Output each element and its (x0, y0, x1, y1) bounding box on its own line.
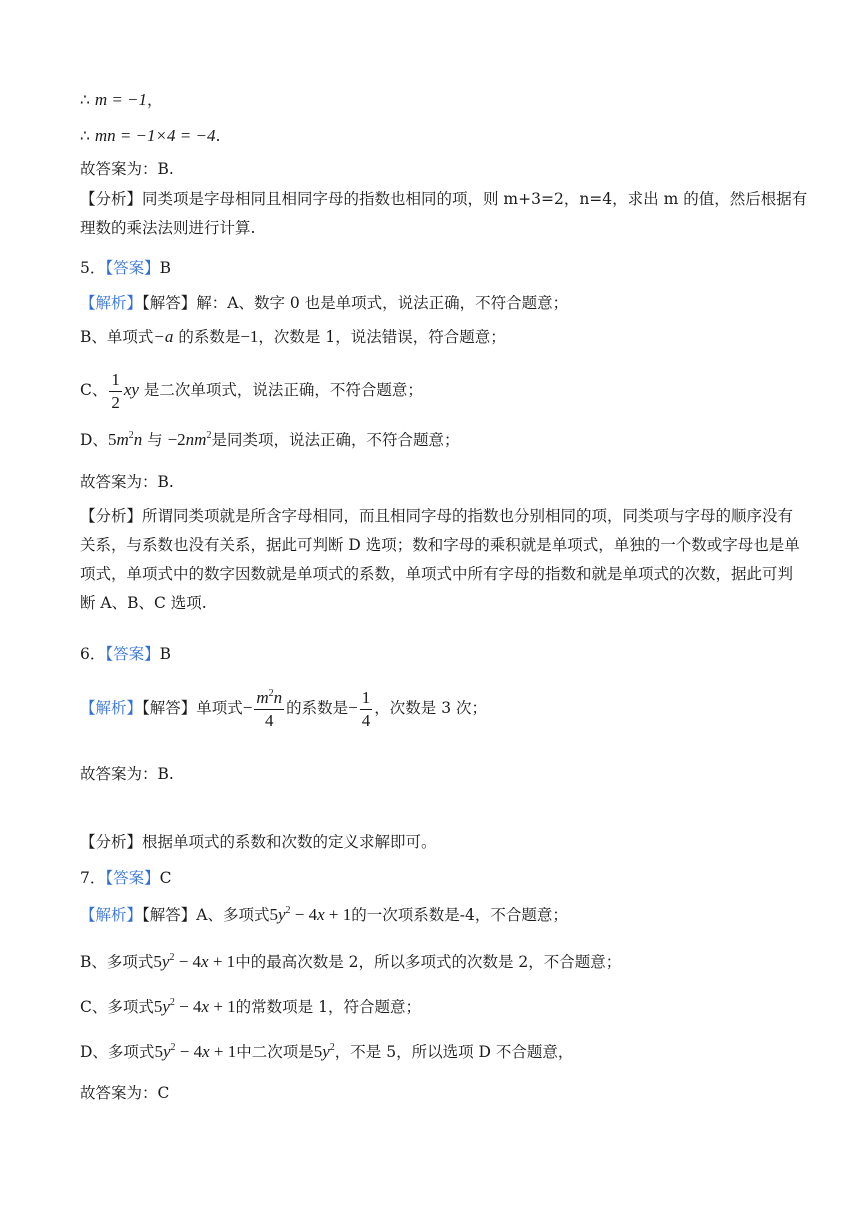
denominator: 2 (111, 392, 120, 412)
punctuation: . (215, 127, 221, 145)
math-expression: xy (123, 380, 139, 399)
math-expression: $5m^2n$ (107, 430, 143, 449)
q7-solution-b (80, 952, 808, 972)
text: 是二次单项式，说法正确，不符合题意； (138, 381, 423, 399)
text: C、 (80, 381, 108, 399)
fraction (109, 369, 122, 414)
answer-value: B (159, 259, 172, 277)
polynomial: $5y^2 - 4x + 1$ (153, 997, 236, 1016)
text: B、多项式 (80, 953, 154, 971)
text: D、 (80, 431, 108, 449)
q5-solution-b (80, 327, 808, 347)
text: 与 (142, 431, 168, 449)
fraction (254, 687, 284, 732)
question-number: 5． (80, 259, 106, 277)
q5-analysis-paragraph: 【分析】所谓同类项就是所含字母相同，而且相同字母的指数也分别相同的项，同类项与字母的顺序没有关系，与系数也没有关系，据此可判断 D 选项；数和字母的乘积就是单项式，单独的一个数或字母也是单项式，单项式中的数字因数就是单项式的系数，单项式中所有字母的指数和就是单项式的次数，据此可判断 A、B、C 选项. (80, 507, 800, 612)
solution-tag: 【解析】 (80, 906, 143, 924)
math-expression: m = −1 (94, 90, 148, 109)
answer-tag: 【答案】 (105, 645, 160, 663)
question-number: 6． (80, 645, 106, 663)
text: 中的最高次数是 2，所以多项式的次数是 2，不合题意； (235, 953, 622, 971)
q5-solution-d (80, 430, 808, 450)
text: D、多项式 (80, 1043, 155, 1061)
text: 【解答】单项式 (142, 699, 243, 717)
math-expression: −a (153, 327, 174, 346)
q7-solution-d (80, 1042, 808, 1062)
text: B、单项式 (80, 328, 154, 346)
question-number: 7． (80, 869, 106, 887)
q5-answer-line: 故答案为：B. (80, 473, 174, 491)
answer-tag: 【答案】 (105, 869, 160, 887)
q5-solution-c (80, 368, 808, 414)
minus-sign: − (242, 698, 253, 717)
numerator: 1 (111, 369, 120, 389)
answer-line: 故答案为：B. (80, 160, 174, 178)
math-expression: $5y^2$ (313, 1042, 335, 1061)
analysis-paragraph: 【分析】同类项是字母相同且相同字母的指数也相同的项，则 m+3=2，n=4，求出 m 的值，然后根据有理数的乘法法则进行计算. (80, 190, 808, 237)
text: ，次数是 1，说法错误，符合题意； (258, 328, 506, 346)
math-expression: −1 (240, 327, 259, 346)
q5-solution-a (80, 293, 808, 313)
answer-value: B (159, 645, 172, 663)
text: C、多项式 (80, 998, 154, 1016)
fraction (360, 687, 373, 732)
text: 的系数是 (286, 699, 349, 717)
q7-solution-a (80, 905, 808, 925)
solution-text: 【解答】解：A、数字 0 也是单项式，说法正确，不符合题意； (142, 294, 569, 312)
q7-answer-heading (80, 868, 808, 888)
solution-tag: 【解析】 (80, 699, 143, 717)
line-m-value (80, 90, 808, 110)
polynomial: $5y^2 - 4x + 1$ (154, 1042, 237, 1061)
polynomial: $5y^2 - 4x + 1$ (153, 952, 236, 971)
math-expression: mn = −1×4 = −4 (94, 126, 216, 145)
answer-tag: 【答案】 (105, 259, 160, 277)
denominator: 4 (361, 710, 371, 730)
text: ，不是 5，所以选项 D 不合题意， (334, 1043, 574, 1061)
q7-solution-c (80, 997, 808, 1017)
q6-answer-heading (80, 644, 808, 664)
q6-analysis: 【分析】根据单项式的系数和次数的定义求解即可。 (80, 833, 437, 851)
punctuation: ， (147, 91, 163, 109)
q5-answer-heading (80, 258, 808, 278)
text: 是同类项，说法正确，不符合题意； (211, 431, 460, 449)
polynomial: $5y^2 - 4x + 1$ (269, 905, 352, 924)
minus-sign: − (348, 698, 358, 717)
text: 中二次项是 (236, 1043, 314, 1061)
answer-value: C (159, 869, 172, 887)
q7-answer-line: 故答案为：C (80, 1084, 170, 1102)
therefore-symbol: ∴ (80, 127, 90, 145)
math-expression: $-2nm^2$ (167, 430, 212, 449)
solution-tag: 【解析】 (80, 294, 143, 312)
q6-answer-line: 故答案为：B. (80, 765, 174, 783)
therefore-symbol: ∴ (80, 91, 90, 109)
text: ，次数是 3 次； (374, 699, 487, 717)
text: 的系数是 (173, 328, 241, 346)
numerator: 1 (361, 687, 371, 707)
line-mn-value (80, 126, 808, 146)
q6-solution (80, 678, 808, 738)
text: 的一次项系数是-4，不合题意； (351, 906, 568, 924)
text: 【解答】A、多项式 (142, 906, 270, 924)
denominator: 4 (254, 709, 284, 732)
text: 的常数项是 1，符合题意； (235, 998, 421, 1016)
numerator: $m^2n$ (256, 687, 283, 707)
